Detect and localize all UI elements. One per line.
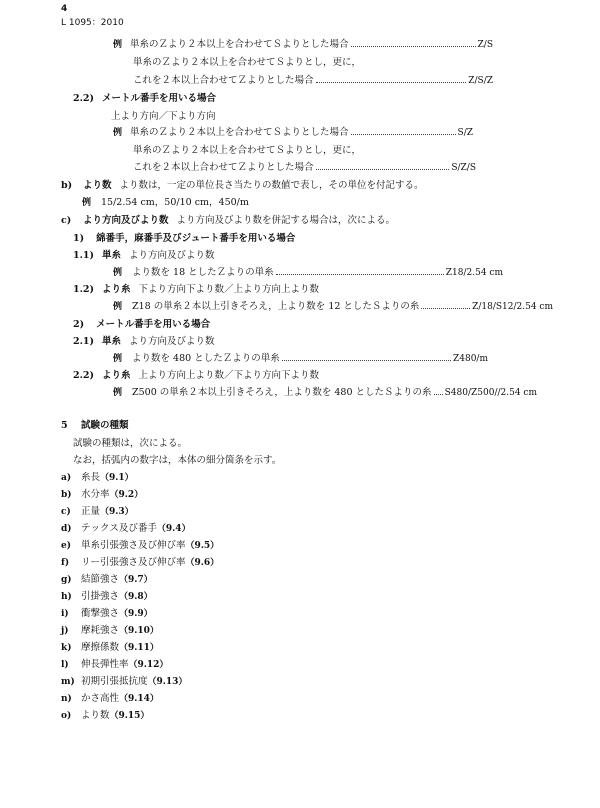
item-text: 単糸引張強さ及び伸び率 <box>81 540 186 551</box>
item-mark: g) <box>61 575 72 585</box>
item-text: 水分率 <box>81 489 110 500</box>
subsection-title: 単糸 <box>102 336 122 347</box>
example-value: Z18/2.54 cm <box>445 268 503 278</box>
section-number: 5 <box>61 420 68 431</box>
item-mark: i) <box>61 609 69 619</box>
test-list-item <box>61 624 159 638</box>
subsection-heading <box>73 232 295 245</box>
test-list-item <box>61 573 153 587</box>
example-text: Z500 の単糸２本以上引きそろえ，上より数を 480 としたＳよりの糸 <box>132 387 432 398</box>
test-list-item <box>61 675 187 689</box>
item-mark: f) <box>61 558 70 568</box>
example-value: S/Z/S <box>451 163 476 173</box>
item-ref: （9.13） <box>147 677 188 687</box>
example-value: Z480/m <box>453 354 488 364</box>
list-item <box>61 214 395 227</box>
test-list-item <box>61 522 191 536</box>
leader-dots <box>434 394 443 395</box>
list-item <box>61 179 424 192</box>
subsection-number: 1) <box>73 233 85 244</box>
test-list-item <box>61 607 153 621</box>
item-mark: a) <box>61 473 72 483</box>
item-ref: （9.3） <box>100 507 134 517</box>
test-list-item <box>61 556 219 570</box>
subsection-text: より方向及びより数 <box>129 336 215 347</box>
item-text: リー引張強さ及び伸び率 <box>81 557 186 568</box>
test-list-item <box>61 658 168 672</box>
section-heading <box>61 419 129 432</box>
item-title: より数 <box>83 180 112 191</box>
example-text: 15/2.54 cm，50/10 cm，450/m <box>101 197 249 208</box>
item-ref: （9.12） <box>128 660 169 670</box>
item-text: 初期引張抵抗度 <box>81 676 148 687</box>
item-mark: l) <box>61 660 69 670</box>
subsection-title: より糸 <box>102 284 131 295</box>
leader-dots <box>351 46 476 47</box>
example-line <box>113 126 473 140</box>
item-text: より方向及びより数を併記する場合は，次による。 <box>176 215 396 226</box>
subsection-title: より糸 <box>102 370 131 381</box>
page-number: 4 <box>61 4 68 14</box>
leader-dots <box>282 360 451 361</box>
item-mark: e) <box>61 541 71 551</box>
leader-dots <box>316 169 450 170</box>
leader-dots <box>421 308 470 309</box>
example-line <box>113 352 488 366</box>
subsection-heading <box>73 335 215 348</box>
item-text: テックス及び番手 <box>81 523 157 534</box>
example-label: 例 <box>82 198 92 208</box>
example-text: 単糸のＺより２本以上を合わせてＳよりとした場合 <box>130 39 349 50</box>
subsection-number: 2.1) <box>73 336 95 347</box>
example-line <box>133 161 476 175</box>
test-list-item <box>61 590 153 604</box>
leader-dots <box>316 82 467 83</box>
example-line <box>82 196 249 210</box>
example-value: Z/S/Z <box>468 76 493 86</box>
test-list-item <box>61 539 219 553</box>
test-list-item <box>61 488 143 502</box>
example-value: S480/Z500//2.54 cm <box>444 388 537 398</box>
item-ref: （9.9） <box>119 609 153 619</box>
subsection-text: より方向及びより数 <box>129 250 215 261</box>
item-text: より数 <box>81 710 110 721</box>
test-list-item <box>61 709 149 723</box>
subsection-number: 2) <box>73 319 85 330</box>
section-intro: 試験の種類は，次による。 <box>73 438 188 449</box>
subsection-text: 下より方向下より数／上より方向上より数 <box>138 284 320 295</box>
example-text: 単糸のＺより２本以上を合わせてＳよりとし，更に， <box>133 57 362 68</box>
leader-dots <box>276 274 444 275</box>
example-text: 単糸のＺより２本以上を合わせてＳよりとし，更に， <box>133 145 362 156</box>
subsection-heading <box>73 318 210 331</box>
example-line <box>113 266 503 280</box>
item-mark: j) <box>61 626 69 636</box>
item-text: 衝撃強さ <box>81 608 120 619</box>
example-text: これを２本以上合わせてＺよりとした場合 <box>133 162 314 173</box>
item-ref: （9.4） <box>156 524 191 534</box>
item-text: 糸長 <box>81 472 101 483</box>
item-text: かさ高性 <box>81 693 120 704</box>
example-label: 例 <box>113 388 123 398</box>
subsection-heading <box>73 283 319 296</box>
leader-dots <box>351 134 456 135</box>
item-ref: （9.7） <box>119 575 153 585</box>
item-ref: （9.5） <box>185 541 220 551</box>
item-ref: （9.2） <box>109 490 144 500</box>
subsection-heading <box>73 249 215 262</box>
subsection-title: メートル番手を用いる場合 <box>102 93 217 104</box>
item-ref: （9.10） <box>119 626 159 636</box>
example-line <box>133 74 493 88</box>
subsection-number: 2.2) <box>73 93 95 104</box>
item-text: 摩耗強さ <box>81 625 120 636</box>
example-value: Z/S <box>477 40 493 50</box>
item-ref: （9.6） <box>185 558 220 568</box>
item-text: より数は，一定の単位長さ当たりの数値で表し，その単位を付記する。 <box>119 180 424 191</box>
item-title: より方向及びより数 <box>83 215 169 226</box>
item-mark: b) <box>61 180 73 191</box>
example-label: 例 <box>113 302 123 312</box>
example-text: これを２本以上合わせてＺよりとした場合 <box>133 75 314 86</box>
item-text: 引掛強さ <box>81 591 120 602</box>
example-text: より数を 480 としたＺよりの単糸 <box>132 353 280 364</box>
example-text: 単糸のＺより２本以上を合わせてＳよりとした場合 <box>130 127 349 138</box>
item-ref: （9.8） <box>119 592 153 602</box>
item-mark: d) <box>61 524 72 534</box>
item-ref: （9.1） <box>100 473 134 483</box>
example-line <box>113 386 537 400</box>
item-mark: k) <box>61 643 72 653</box>
subsection-heading <box>73 92 216 105</box>
example-label: 例 <box>113 268 123 278</box>
example-label: 例 <box>113 354 123 364</box>
subsection-text: 上より方向上より数／下より方向下より数 <box>138 370 320 381</box>
subsection-title: 綿番手，麻番手及びジュート番手を用いる場合 <box>96 233 296 244</box>
test-list-item <box>61 641 159 655</box>
item-ref: （9.14） <box>119 694 159 704</box>
document-id: L 1095：2010 <box>61 18 124 28</box>
item-mark: c) <box>61 507 71 517</box>
example-line <box>113 38 493 52</box>
test-list-item <box>61 471 134 485</box>
item-mark: o) <box>61 711 72 721</box>
example-value: Z/18/S12/2.54 cm <box>472 302 553 312</box>
subsection-number: 2.2) <box>73 370 95 381</box>
item-text: 伸長弾性率 <box>81 659 129 670</box>
item-mark: m) <box>61 677 75 687</box>
item-mark: h) <box>61 592 72 602</box>
item-mark: b) <box>61 490 72 500</box>
item-text: 正量 <box>81 506 101 517</box>
section-note: なお，括弧内の数字は，本体の細分箇条を示す。 <box>73 455 282 466</box>
test-list-item <box>61 692 159 706</box>
subsection-title: メートル番手を用いる場合 <box>96 319 211 330</box>
example-label: 例 <box>113 40 123 50</box>
example-text: より数を 18 としたＺよりの単糸 <box>132 267 274 278</box>
subsection-heading <box>73 369 319 382</box>
item-ref: （9.11） <box>119 643 159 653</box>
example-label: 例 <box>113 128 123 138</box>
item-mark: c) <box>61 215 72 226</box>
test-list-item <box>61 505 134 519</box>
item-ref: （9.15） <box>109 711 150 721</box>
subsection-number: 1.2) <box>73 284 95 295</box>
item-text: 結節強さ <box>81 574 120 585</box>
section-title: 試験の種類 <box>81 420 129 431</box>
example-line <box>113 300 553 314</box>
item-mark: n) <box>61 694 72 704</box>
item-text: 摩擦係数 <box>81 642 120 653</box>
subsection-number: 1.1) <box>73 250 95 261</box>
subsection-text: 上より方向／下より方向 <box>111 111 216 122</box>
subsection-title: 単糸 <box>102 250 122 261</box>
example-text: Z18 の単糸２本以上引きそろえ，上より数を 12 としたＳよりの糸 <box>132 301 420 312</box>
example-value: S/Z <box>457 128 473 138</box>
